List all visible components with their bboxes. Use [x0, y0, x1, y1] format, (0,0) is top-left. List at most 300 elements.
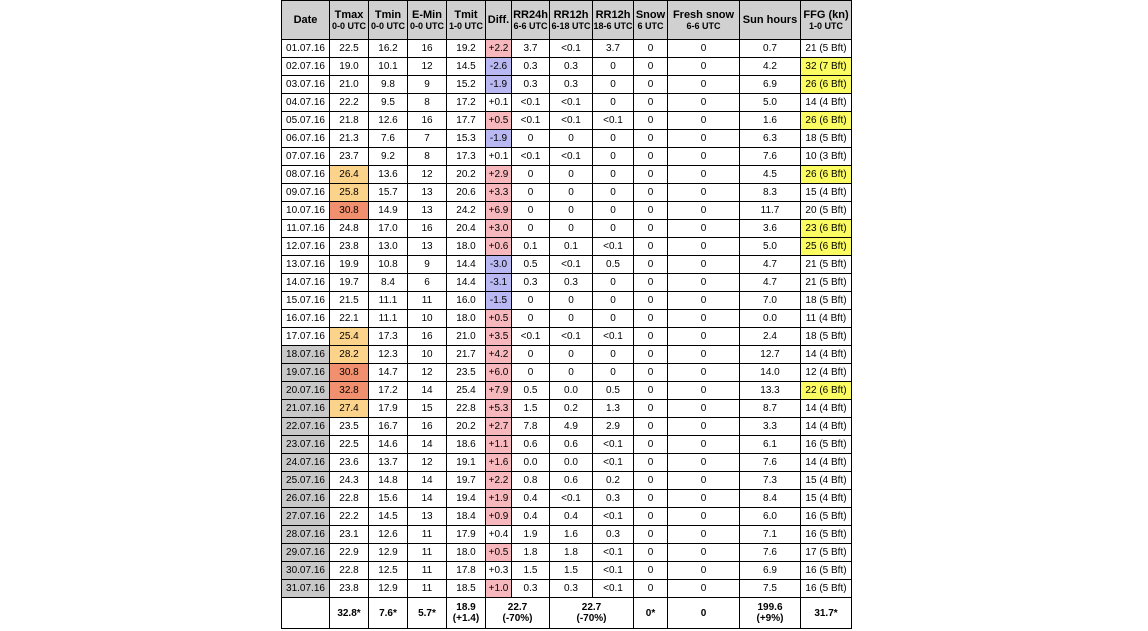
cell-rr12h-night: 0 — [593, 220, 634, 238]
cell-snow: 0 — [634, 292, 668, 310]
cell-fresh-snow: 0 — [668, 112, 740, 130]
header-tmin: Tmin 0-0 UTC — [369, 1, 408, 40]
cell-tmax: 22.5 — [330, 40, 369, 58]
cell-emin: 6 — [408, 274, 447, 292]
cell-tmit: 15.2 — [447, 76, 486, 94]
cell-emin: 16 — [408, 328, 447, 346]
cell-rr12h-night: <0.1 — [593, 436, 634, 454]
cell-emin: 11 — [408, 580, 447, 598]
cell-ffg: 14 (4 Bft) — [801, 418, 852, 436]
cell-rr12h-night: 0.3 — [593, 526, 634, 544]
cell-tmax: 22.8 — [330, 490, 369, 508]
cell-snow: 0 — [634, 220, 668, 238]
cell-diff: +3.0 — [486, 220, 512, 238]
cell-fresh-snow: 0 — [668, 40, 740, 58]
cell-rr12h-day: <0.1 — [550, 328, 593, 346]
cell-date: 13.07.16 — [282, 256, 330, 274]
table-row — [282, 346, 852, 364]
cell-rr12h-night: 0 — [593, 364, 634, 382]
cell-date: 06.07.16 — [282, 130, 330, 148]
cell-fresh-snow: 0 — [668, 472, 740, 490]
cell-fresh-snow: 0 — [668, 436, 740, 454]
summary-row — [282, 598, 852, 629]
cell-rr24h: 3.7 — [512, 40, 550, 58]
cell-snow: 0 — [634, 94, 668, 112]
cell-date: 16.07.16 — [282, 310, 330, 328]
cell-snow: 0 — [634, 472, 668, 490]
cell-diff: +3.5 — [486, 328, 512, 346]
cell-tmin: 14.9 — [369, 202, 408, 220]
cell-rr12h-night: 0 — [593, 184, 634, 202]
cell-ffg: 14 (4 Bft) — [801, 94, 852, 112]
cell-sun-hours: 8.4 — [740, 490, 801, 508]
cell-emin: 16 — [408, 112, 447, 130]
cell-rr24h: 1.8 — [512, 544, 550, 562]
cell-tmax: 21.0 — [330, 76, 369, 94]
table-row — [282, 400, 852, 418]
cell-tmit: 14.4 — [447, 274, 486, 292]
cell-snow: 0 — [634, 130, 668, 148]
cell-sun-hours: 8.7 — [740, 400, 801, 418]
cell-date: 07.07.16 — [282, 148, 330, 166]
cell-diff: +6.0 — [486, 364, 512, 382]
summary-sun-hours — [740, 598, 801, 629]
cell-rr12h-day: 1.5 — [550, 562, 593, 580]
cell-sun-hours: 6.1 — [740, 436, 801, 454]
cell-sun-hours: 7.6 — [740, 148, 801, 166]
table-row — [282, 490, 852, 508]
cell-diff: +0.1 — [486, 148, 512, 166]
header-diff: Diff. — [486, 1, 512, 40]
cell-snow: 0 — [634, 40, 668, 58]
cell-emin: 13 — [408, 184, 447, 202]
summary-snow: 0* — [634, 598, 668, 629]
cell-fresh-snow: 0 — [668, 148, 740, 166]
cell-emin: 16 — [408, 40, 447, 58]
cell-date: 18.07.16 — [282, 346, 330, 364]
cell-diff: -1.9 — [486, 76, 512, 94]
cell-rr12h-day: 0.3 — [550, 580, 593, 598]
cell-sun-hours: 13.3 — [740, 382, 801, 400]
cell-diff: +1.0 — [486, 580, 512, 598]
cell-rr12h-night: <0.1 — [593, 508, 634, 526]
cell-tmin: 16.2 — [369, 40, 408, 58]
cell-tmin: 14.8 — [369, 472, 408, 490]
cell-sun-hours: 0.7 — [740, 40, 801, 58]
cell-rr12h-night: 0 — [593, 292, 634, 310]
cell-tmin: 17.9 — [369, 400, 408, 418]
cell-ffg: 16 (5 Bft) — [801, 562, 852, 580]
cell-emin: 13 — [408, 202, 447, 220]
cell-snow: 0 — [634, 310, 668, 328]
cell-rr12h-day: 0 — [550, 166, 593, 184]
cell-emin: 7 — [408, 130, 447, 148]
summary-tmit-value: 18.9 — [456, 602, 476, 613]
cell-rr12h-night: 0.5 — [593, 382, 634, 400]
cell-rr24h: 0.0 — [512, 454, 550, 472]
cell-rr24h: 0 — [512, 202, 550, 220]
cell-snow: 0 — [634, 382, 668, 400]
cell-date: 12.07.16 — [282, 238, 330, 256]
cell-emin: 16 — [408, 418, 447, 436]
cell-snow: 0 — [634, 256, 668, 274]
cell-tmin: 12.9 — [369, 580, 408, 598]
cell-tmax: 22.8 — [330, 562, 369, 580]
cell-rr24h: 0 — [512, 292, 550, 310]
cell-tmin: 14.7 — [369, 364, 408, 382]
table-row — [282, 220, 852, 238]
cell-date: 30.07.16 — [282, 562, 330, 580]
header-date: Date — [282, 1, 330, 40]
cell-tmin: 14.5 — [369, 508, 408, 526]
cell-snow: 0 — [634, 238, 668, 256]
cell-tmin: 10.8 — [369, 256, 408, 274]
cell-diff: +0.5 — [486, 544, 512, 562]
cell-emin: 11 — [408, 526, 447, 544]
cell-date: 31.07.16 — [282, 580, 330, 598]
cell-rr12h-night: <0.1 — [593, 544, 634, 562]
cell-date: 19.07.16 — [282, 364, 330, 382]
cell-sun-hours: 7.5 — [740, 580, 801, 598]
header-fresh-snow: Fresh snow 6-6 UTC — [668, 1, 740, 40]
cell-rr12h-night: 0 — [593, 346, 634, 364]
cell-tmit: 17.7 — [447, 112, 486, 130]
header-rr12h-day: RR12h 6-18 UTC — [550, 1, 593, 40]
cell-rr24h: 0 — [512, 364, 550, 382]
cell-tmin: 10.1 — [369, 58, 408, 76]
cell-emin: 8 — [408, 94, 447, 112]
cell-rr12h-night: 0.5 — [593, 256, 634, 274]
cell-date: 10.07.16 — [282, 202, 330, 220]
cell-rr12h-day: <0.1 — [550, 94, 593, 112]
cell-sun-hours: 1.6 — [740, 112, 801, 130]
cell-tmin: 12.5 — [369, 562, 408, 580]
cell-diff: -1.5 — [486, 292, 512, 310]
cell-ffg: 26 (6 Bft) — [801, 112, 852, 130]
table-row — [282, 94, 852, 112]
cell-tmit: 17.2 — [447, 94, 486, 112]
cell-emin: 12 — [408, 454, 447, 472]
cell-rr12h-night: 0 — [593, 310, 634, 328]
cell-tmax: 19.7 — [330, 274, 369, 292]
cell-rr12h-day: 0.3 — [550, 58, 593, 76]
cell-rr12h-day: 0 — [550, 310, 593, 328]
summary-sun-value: 199.6 — [757, 602, 783, 613]
cell-ffg: 20 (5 Bft) — [801, 202, 852, 220]
cell-ffg: 18 (5 Bft) — [801, 130, 852, 148]
summary-tmin: 7.6* — [369, 598, 408, 629]
cell-tmax: 23.7 — [330, 148, 369, 166]
cell-fresh-snow: 0 — [668, 490, 740, 508]
cell-diff: +4.2 — [486, 346, 512, 364]
cell-tmit: 20.6 — [447, 184, 486, 202]
cell-fresh-snow: 0 — [668, 184, 740, 202]
cell-tmax: 19.9 — [330, 256, 369, 274]
table-row — [282, 148, 852, 166]
cell-tmit: 19.1 — [447, 454, 486, 472]
cell-fresh-snow: 0 — [668, 544, 740, 562]
cell-emin: 10 — [408, 310, 447, 328]
cell-emin: 14 — [408, 382, 447, 400]
cell-tmax: 22.5 — [330, 436, 369, 454]
cell-rr12h-night: 0.2 — [593, 472, 634, 490]
cell-fresh-snow: 0 — [668, 166, 740, 184]
cell-emin: 11 — [408, 562, 447, 580]
cell-fresh-snow: 0 — [668, 274, 740, 292]
cell-date: 17.07.16 — [282, 328, 330, 346]
cell-sun-hours: 0.0 — [740, 310, 801, 328]
cell-tmin: 14.6 — [369, 436, 408, 454]
cell-tmit: 25.4 — [447, 382, 486, 400]
cell-ffg: 26 (6 Bft) — [801, 76, 852, 94]
cell-rr12h-day: 0.3 — [550, 76, 593, 94]
cell-fresh-snow: 0 — [668, 292, 740, 310]
cell-tmin: 16.7 — [369, 418, 408, 436]
cell-rr12h-night: 0 — [593, 202, 634, 220]
summary-sun-deviation: (+9%) — [756, 613, 784, 624]
cell-tmit: 18.0 — [447, 544, 486, 562]
cell-emin: 12 — [408, 166, 447, 184]
cell-sun-hours: 11.7 — [740, 202, 801, 220]
cell-rr12h-day: 0.3 — [550, 274, 593, 292]
cell-date: 27.07.16 — [282, 508, 330, 526]
cell-tmin: 15.6 — [369, 490, 408, 508]
cell-date: 29.07.16 — [282, 544, 330, 562]
table-row — [282, 508, 852, 526]
cell-snow: 0 — [634, 274, 668, 292]
cell-rr24h: 0 — [512, 184, 550, 202]
table-row — [282, 328, 852, 346]
cell-tmit: 22.8 — [447, 400, 486, 418]
cell-date: 20.07.16 — [282, 382, 330, 400]
cell-snow: 0 — [634, 544, 668, 562]
cell-rr12h-day: 0.6 — [550, 472, 593, 490]
cell-tmit: 18.0 — [447, 310, 486, 328]
cell-ffg: 14 (4 Bft) — [801, 400, 852, 418]
cell-date: 25.07.16 — [282, 472, 330, 490]
cell-snow: 0 — [634, 58, 668, 76]
cell-snow: 0 — [634, 346, 668, 364]
cell-sun-hours: 14.0 — [740, 364, 801, 382]
cell-sun-hours: 4.5 — [740, 166, 801, 184]
cell-rr24h: 0.1 — [512, 238, 550, 256]
cell-rr12h-day: <0.1 — [550, 490, 593, 508]
cell-tmit: 19.7 — [447, 472, 486, 490]
cell-rr12h-day: 1.6 — [550, 526, 593, 544]
summary-fresh-snow: 0 — [668, 598, 740, 629]
cell-emin: 15 — [408, 400, 447, 418]
cell-rr12h-night: 1.3 — [593, 400, 634, 418]
cell-ffg: 21 (5 Bft) — [801, 256, 852, 274]
cell-rr12h-night: <0.1 — [593, 112, 634, 130]
cell-date: 04.07.16 — [282, 94, 330, 112]
cell-fresh-snow: 0 — [668, 256, 740, 274]
cell-rr24h: <0.1 — [512, 148, 550, 166]
cell-rr12h-day: 0.0 — [550, 382, 593, 400]
cell-rr24h: 0 — [512, 130, 550, 148]
cell-fresh-snow: 0 — [668, 580, 740, 598]
cell-tmax: 22.2 — [330, 94, 369, 112]
cell-ffg: 14 (4 Bft) — [801, 346, 852, 364]
cell-fresh-snow: 0 — [668, 220, 740, 238]
cell-fresh-snow: 0 — [668, 382, 740, 400]
cell-date: 21.07.16 — [282, 400, 330, 418]
cell-diff: +0.9 — [486, 508, 512, 526]
cell-diff: +1.9 — [486, 490, 512, 508]
cell-tmax: 22.1 — [330, 310, 369, 328]
cell-date: 03.07.16 — [282, 76, 330, 94]
cell-ffg: 16 (5 Bft) — [801, 526, 852, 544]
cell-rr12h-day: 0 — [550, 184, 593, 202]
table-row — [282, 562, 852, 580]
table-row — [282, 58, 852, 76]
cell-rr12h-day: 0.1 — [550, 238, 593, 256]
cell-tmit: 18.0 — [447, 238, 486, 256]
cell-fresh-snow: 0 — [668, 508, 740, 526]
cell-emin: 12 — [408, 58, 447, 76]
cell-rr12h-night: 0 — [593, 76, 634, 94]
header-ffg: FFG (kn) 1-0 UTC — [801, 1, 852, 40]
header-sun-hours: Sun hours — [740, 1, 801, 40]
table-row — [282, 580, 852, 598]
cell-emin: 11 — [408, 292, 447, 310]
cell-tmin: 9.8 — [369, 76, 408, 94]
cell-rr12h-day: <0.1 — [550, 112, 593, 130]
header-rr12h-night: RR12h 18-6 UTC — [593, 1, 634, 40]
table-row — [282, 526, 852, 544]
cell-tmit: 24.2 — [447, 202, 486, 220]
cell-rr12h-day: 0 — [550, 202, 593, 220]
cell-sun-hours: 2.4 — [740, 328, 801, 346]
cell-fresh-snow: 0 — [668, 454, 740, 472]
cell-ffg: 16 (5 Bft) — [801, 508, 852, 526]
cell-diff: -2.6 — [486, 58, 512, 76]
cell-fresh-snow: 0 — [668, 130, 740, 148]
cell-sun-hours: 4.7 — [740, 274, 801, 292]
cell-rr12h-day: <0.1 — [550, 256, 593, 274]
cell-emin: 16 — [408, 220, 447, 238]
cell-date: 08.07.16 — [282, 166, 330, 184]
cell-sun-hours: 12.7 — [740, 346, 801, 364]
cell-tmit: 23.5 — [447, 364, 486, 382]
table-row — [282, 544, 852, 562]
cell-sun-hours: 6.9 — [740, 562, 801, 580]
cell-fresh-snow: 0 — [668, 418, 740, 436]
cell-tmin: 11.1 — [369, 292, 408, 310]
cell-snow: 0 — [634, 490, 668, 508]
cell-rr24h: 0.6 — [512, 436, 550, 454]
cell-rr24h: 0 — [512, 346, 550, 364]
cell-tmax: 23.8 — [330, 580, 369, 598]
cell-rr24h: 0 — [512, 166, 550, 184]
cell-tmax: 30.8 — [330, 364, 369, 382]
cell-rr24h: 0 — [512, 220, 550, 238]
cell-rr12h-day: 0 — [550, 346, 593, 364]
cell-rr24h: 1.9 — [512, 526, 550, 544]
cell-snow: 0 — [634, 400, 668, 418]
cell-tmit: 20.2 — [447, 166, 486, 184]
cell-tmit: 16.0 — [447, 292, 486, 310]
cell-emin: 9 — [408, 76, 447, 94]
cell-tmax: 28.2 — [330, 346, 369, 364]
cell-tmin: 17.0 — [369, 220, 408, 238]
table-row — [282, 184, 852, 202]
cell-rr24h: 0.3 — [512, 274, 550, 292]
cell-tmin: 9.2 — [369, 148, 408, 166]
cell-snow: 0 — [634, 148, 668, 166]
cell-emin: 14 — [408, 472, 447, 490]
cell-tmit: 17.8 — [447, 562, 486, 580]
cell-emin: 9 — [408, 256, 447, 274]
cell-tmax: 23.1 — [330, 526, 369, 544]
cell-rr12h-day: 0 — [550, 220, 593, 238]
cell-tmin: 13.7 — [369, 454, 408, 472]
cell-rr12h-day: 0.0 — [550, 454, 593, 472]
cell-diff: +1.6 — [486, 454, 512, 472]
cell-rr12h-day: 0 — [550, 130, 593, 148]
summary-rr24h-value: 22.7 — [507, 602, 528, 613]
cell-sun-hours: 8.3 — [740, 184, 801, 202]
cell-diff: +0.4 — [486, 526, 512, 544]
cell-rr24h: 0.5 — [512, 256, 550, 274]
cell-fresh-snow: 0 — [668, 58, 740, 76]
cell-date: 11.07.16 — [282, 220, 330, 238]
header-tmax: Tmax 0-0 UTC — [330, 1, 369, 40]
cell-emin: 13 — [408, 508, 447, 526]
cell-ffg: 21 (5 Bft) — [801, 40, 852, 58]
cell-tmin: 13.6 — [369, 166, 408, 184]
cell-fresh-snow: 0 — [668, 76, 740, 94]
cell-snow: 0 — [634, 364, 668, 382]
cell-rr12h-night: 0 — [593, 166, 634, 184]
cell-tmit: 17.9 — [447, 526, 486, 544]
cell-tmin: 12.6 — [369, 112, 408, 130]
cell-tmax: 21.8 — [330, 112, 369, 130]
cell-emin: 8 — [408, 148, 447, 166]
cell-diff: -1.9 — [486, 130, 512, 148]
cell-emin: 14 — [408, 436, 447, 454]
cell-rr24h: 0.4 — [512, 490, 550, 508]
cell-tmit: 20.4 — [447, 220, 486, 238]
cell-rr12h-night: 0 — [593, 94, 634, 112]
cell-snow: 0 — [634, 418, 668, 436]
cell-fresh-snow: 0 — [668, 364, 740, 382]
cell-sun-hours: 7.6 — [740, 454, 801, 472]
climate-table-container — [281, 0, 852, 629]
cell-fresh-snow: 0 — [668, 526, 740, 544]
cell-rr12h-night: 2.9 — [593, 418, 634, 436]
cell-sun-hours: 6.3 — [740, 130, 801, 148]
cell-rr24h: 0.4 — [512, 508, 550, 526]
cell-rr24h: <0.1 — [512, 94, 550, 112]
daily-rows — [282, 40, 852, 598]
cell-emin: 12 — [408, 364, 447, 382]
cell-rr12h-day: 0.6 — [550, 436, 593, 454]
cell-rr12h-night: 0 — [593, 130, 634, 148]
summary-tmit-deviation: (+1.4) — [452, 613, 480, 624]
header-emin: E-Min 0-0 UTC — [408, 1, 447, 40]
cell-sun-hours: 7.0 — [740, 292, 801, 310]
cell-tmin: 12.9 — [369, 544, 408, 562]
cell-rr24h: 0.8 — [512, 472, 550, 490]
cell-rr12h-day: <0.1 — [550, 148, 593, 166]
cell-rr12h-night: <0.1 — [593, 328, 634, 346]
cell-diff: +2.2 — [486, 472, 512, 490]
cell-rr12h-day: <0.1 — [550, 40, 593, 58]
cell-tmax: 27.4 — [330, 400, 369, 418]
cell-emin: 13 — [408, 238, 447, 256]
summary-rr24h — [486, 598, 550, 629]
